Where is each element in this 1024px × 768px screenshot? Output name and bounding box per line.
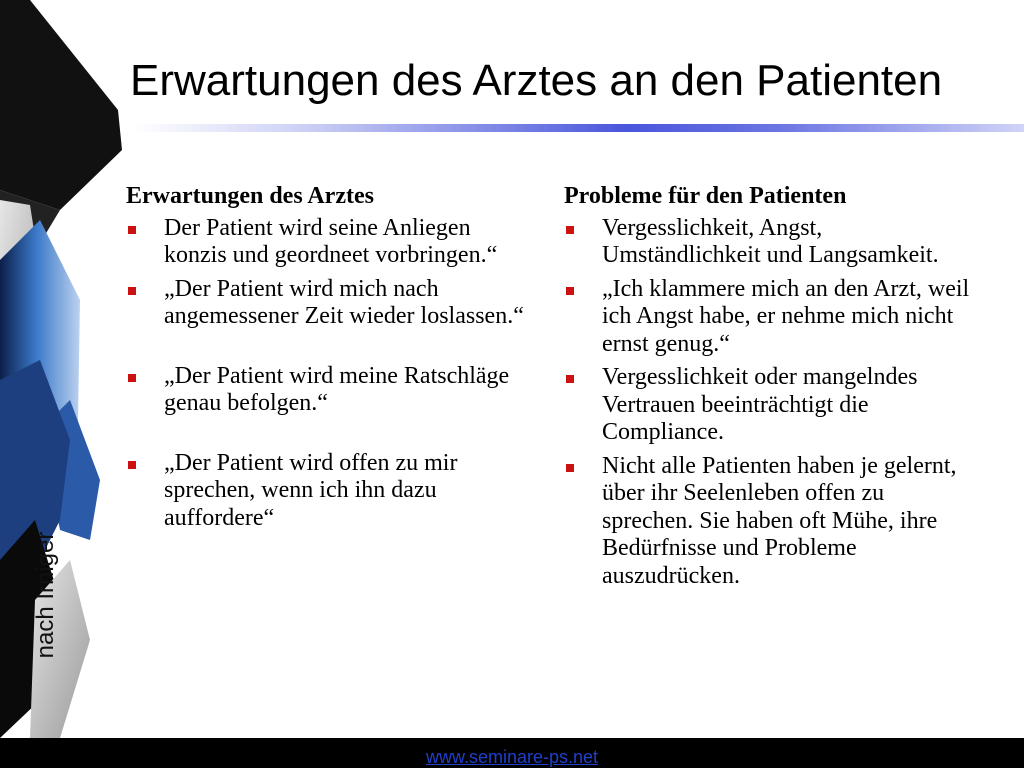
square-bullet-icon xyxy=(128,287,136,295)
square-bullet-icon xyxy=(128,374,136,382)
list-item-text: Nicht alle Patienten haben je gelernt, über ihr Seelenleben offen zu sprechen. Sie haben oft Mühe, ihre Bedürfnisse und Probleme auszudrücken. xyxy=(602,452,957,589)
slide-title: Erwartungen des Arztes an den Patienten xyxy=(130,56,943,105)
decorative-side-graphic xyxy=(0,0,135,738)
left-column xyxy=(126,182,526,538)
list-item-text: Der Patient wird seine Anliegen konzis und geordneet vorbringen.“ xyxy=(164,214,498,269)
footer-bar xyxy=(0,738,1024,768)
right-bullet-list xyxy=(564,215,974,591)
list-item xyxy=(564,276,974,359)
square-bullet-icon xyxy=(128,461,136,469)
left-bullet-list xyxy=(126,215,526,533)
list-item xyxy=(126,215,526,270)
square-bullet-icon xyxy=(566,375,574,383)
left-column-heading: Erwartungen des Arztes xyxy=(126,183,374,209)
list-item-text: Vergesslichkeit oder mangelndes Vertrauen beeinträchtigt die Compliance. xyxy=(602,364,918,446)
list-item xyxy=(564,215,974,270)
square-bullet-icon xyxy=(566,464,574,472)
square-bullet-icon xyxy=(128,226,136,234)
list-item-text: „Der Patient wird meine Ratschläge genau befolgen.“ xyxy=(164,362,510,417)
list-item-text: Vergesslichkeit, Angst, Umständlichkeit und Langsamkeit. xyxy=(602,214,939,269)
footer-website-link[interactable]: www.seminare-ps.net xyxy=(425,747,599,767)
list-item-text: „Der Patient wird mich nach angemessener Zeit wieder loslassen.“ xyxy=(164,275,524,330)
list-item xyxy=(126,450,526,533)
right-column-heading: Probleme für den Patienten xyxy=(564,183,847,209)
list-item xyxy=(126,276,526,331)
title-underline xyxy=(136,124,1024,132)
square-bullet-icon xyxy=(566,287,574,295)
list-item-text: „Der Patient wird offen zu mir sprechen, wenn ich ihn dazu auffordere“ xyxy=(164,449,458,531)
list-item xyxy=(564,364,974,447)
list-item xyxy=(126,363,526,418)
list-item xyxy=(564,453,974,591)
square-bullet-icon xyxy=(566,226,574,234)
right-column xyxy=(564,182,974,596)
side-source-label: nach Irniger xyxy=(32,531,59,659)
list-item-text: „Ich klammere mich an den Arzt, weil ich Angst habe, er nehme mich nicht ernst genug.“ xyxy=(602,275,970,357)
